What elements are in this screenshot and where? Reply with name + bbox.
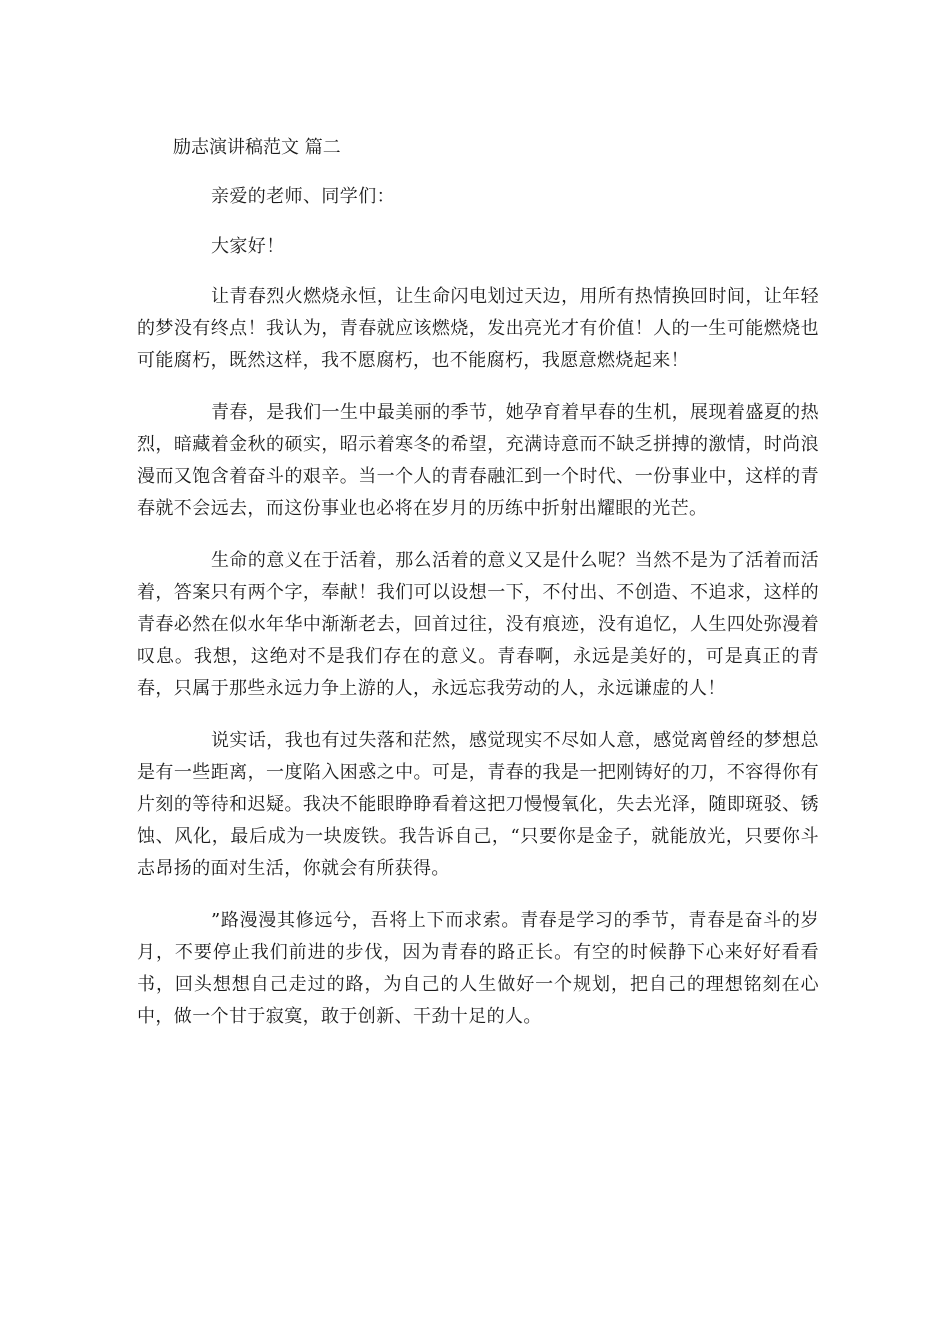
- paragraph-meaning-of-life: 生命的意义在于活着，那么活着的意义又是什么呢？当然不是为了活着而活着，答案只有两个字，奉献！我们可以设想一下，不付出、不创造、不追求，这样的青春必然在似水年华中渐渐老去，回首过往，没有痕迹，没有追忆，人生四处弥漫着叹息。我想，这绝对不是我们存在的意义。青春啊，永远是美好的，可是真正的青春，只属于那些永远力争上游的人，永远忘我劳动的人，永远谦虚的人！: [137, 550, 819, 699]
- salutation: 亲爱的老师、同学们：: [211, 186, 395, 207]
- paragraph-confusion: 说实话，我也有过失落和茫然，感觉现实不尽如人意，感觉离曾经的梦想总是有一些距离，一度陷入困惑之中。可是，青春的我是一把刚铸好的刀，不容得你有片刻的等待和迟疑。我决不能眼睁睁看着这把刀慢慢氧化，失去光泽，随即斑驳、锈蚀、风化，最后成为一块废铁。我告诉自己，“只要你是金子，就能放光，只要你斗志昂扬的面对生活，你就会有所获得。: [137, 730, 819, 879]
- document-title: 励志演讲稿范文 篇二: [173, 137, 341, 158]
- greeting: 大家好！: [211, 236, 285, 257]
- paragraph-youth-season: 青春，是我们一生中最美丽的季节，她孕育着早春的生机，展现着盛夏的热烈，暗藏着金秋的硕实，昭示着寒冬的希望，充满诗意而不缺乏拼搏的激情，时尚浪漫而又饱含着奋斗的艰辛。当一个人的青春融汇到一个时代、一份事业中，这样的青春就不会远去，而这份事业也必将在岁月的历练中折射出耀眼的光芒。: [137, 402, 819, 519]
- document-body: [137, 133, 819, 1053]
- paragraph-intro: 让青春烈火燃烧永恒，让生命闪电划过天边，用所有热情换回时间，让年轻的梦没有终点！我认为，青春就应该燃烧，发出亮光才有价值！人的一生可能燃烧也可能腐朽，既然这样，我不愿腐朽，也不能腐朽，我愿意燃烧起来！: [137, 286, 819, 371]
- paragraph-conclusion: ”路漫漫其修远兮，吾将上下而求索。青春是学习的季节，青春是奋斗的岁月，不要停止我们前进的步伐，因为青春的路正长。有空的时候静下心来好好看看书，回头想想自己走过的路，为自己的人生做好一个规划，把自己的理想铭刻在心中，做一个甘于寂寞，敢于创新、干劲十足的人。: [137, 910, 819, 1027]
